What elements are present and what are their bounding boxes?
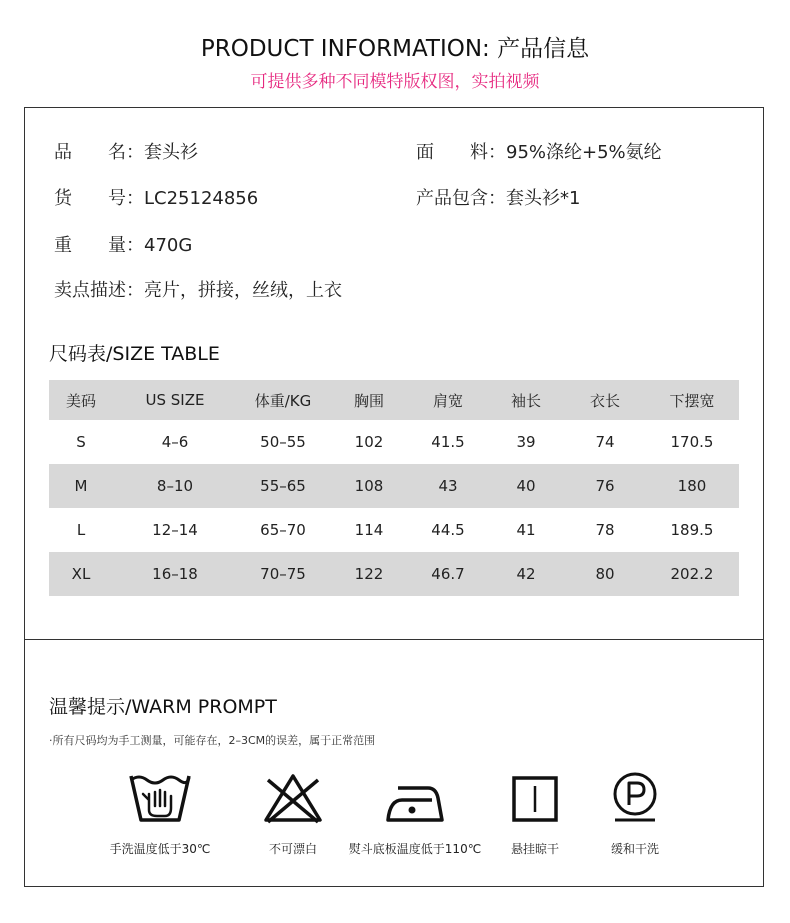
hand-wash-icon [127,770,193,826]
info-weight-value: 470G [144,235,193,256]
info-item-no-label: 货 号： [54,188,144,209]
care-label: 不可漂白 [268,842,317,856]
info-package-value: 套头衫*1 [506,188,581,209]
page-title: PRODUCT INFORMATION: 产品信息 [200,36,590,62]
table-cell: 8–10 [113,464,237,508]
table-cell: S [76,433,86,451]
info-package-label: 产品包含： [416,188,506,209]
table-cell: 122 [329,552,409,596]
info-item-no-row [54,184,258,210]
size-table-header: 下摆宽 [645,380,739,420]
care-item-no-bleach [223,770,363,857]
table-cell: 12–14 [152,521,198,539]
table-cell: 65–70 [260,521,306,539]
warm-prompt-title: 温馨提示/WARM PROMPT [49,696,277,718]
size-table-header: 体重/KG [237,380,329,420]
size-table-header: 肩宽 [409,380,487,420]
care-label: 缓和干洗 [610,842,659,856]
table-cell: 189.5 [670,521,714,539]
gentle-dry-clean-icon [602,770,668,826]
table-cell: L [76,521,86,539]
table-cell: 114 [354,521,384,539]
care-label: 熨斗底板温度低于110℃ [348,842,482,856]
table-cell: 41 [516,521,536,539]
info-weight-row [54,231,192,257]
table-cell: 76 [565,464,645,508]
no-bleach-icon [260,770,326,826]
table-cell: 70–75 [237,552,329,596]
table-cell: 44.5 [431,521,465,539]
size-table-header: US SIZE [113,380,237,420]
table-row [49,552,739,596]
care-label: 手洗温度低于30℃ [109,842,211,856]
table-cell: XL [49,552,113,596]
table-row [49,420,739,464]
table-cell: 102 [354,433,384,451]
table-cell: M [49,464,113,508]
info-weight-label: 重 量： [54,235,144,256]
size-table-header: 衣长 [565,380,645,420]
table-cell: 80 [565,552,645,596]
info-frame [24,107,764,887]
info-features-row [54,276,342,302]
table-cell: 170.5 [670,433,714,451]
care-label: 悬挂晾干 [510,842,559,856]
info-name-row [54,138,198,164]
table-cell: 40 [487,464,565,508]
info-package-row [416,184,580,210]
size-table-title: 尺码表/SIZE TABLE [49,343,220,365]
line-dry-icon [502,770,568,826]
info-name-value: 套头衫 [144,142,198,163]
table-cell: 74 [595,433,615,451]
info-fabric-row [416,138,662,164]
table-cell: 16–18 [113,552,237,596]
table-cell: 46.7 [409,552,487,596]
size-table-header-row [49,380,739,420]
table-cell: 202.2 [645,552,739,596]
size-table-header: 袖长 [487,380,565,420]
table-cell: 78 [595,521,615,539]
table-cell: 39 [516,433,536,451]
table-cell: 42 [487,552,565,596]
table-cell: 41.5 [431,433,465,451]
table-row [49,464,739,508]
size-table-header: 美码 [49,380,113,420]
care-item-gentle-dry-clean [565,770,705,857]
info-name-label: 品 名： [54,142,144,163]
care-item-iron [345,770,485,857]
info-item-no-value: LC25124856 [144,188,259,209]
iron-icon [382,770,448,826]
measurement-note: ·所有尺码均为手工测量，可能存在，2–3CM的误差，属于正常范围 [49,734,376,747]
table-cell: 50–55 [260,433,306,451]
info-fabric-value: 95%涤纶+5%氨纶 [506,142,662,163]
section-divider [25,639,763,640]
info-features-label: 卖点描述： [54,280,144,301]
table-row [49,508,739,552]
page-subtitle: 可提供多种不同模特版权图，实拍视频 [250,72,540,92]
size-table [49,380,739,596]
size-table-header: 胸围 [329,380,409,420]
table-cell: 4–6 [161,433,189,451]
care-item-hand-wash [90,770,230,857]
table-cell: 43 [409,464,487,508]
info-features-value: 亮片，拼接，丝绒，上衣 [144,280,342,301]
table-cell: 108 [329,464,409,508]
table-cell: 180 [645,464,739,508]
table-cell: 55–65 [237,464,329,508]
info-fabric-label: 面 料： [416,142,506,163]
